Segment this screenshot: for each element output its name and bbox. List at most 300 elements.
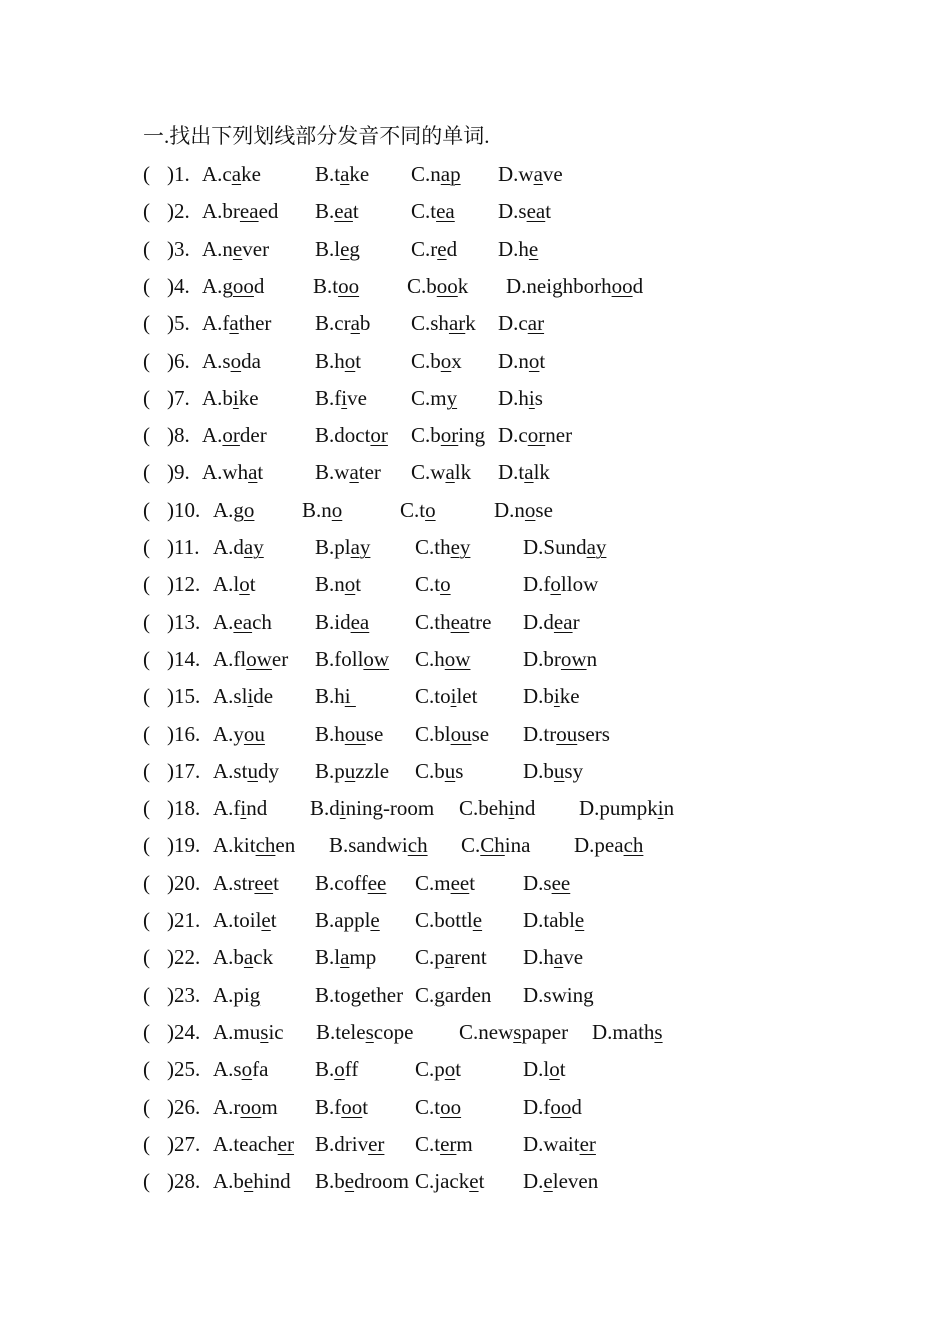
option-text: A.g [213, 497, 244, 522]
option-text: zzle [355, 758, 390, 783]
question-number: )23. [167, 982, 201, 1007]
underlined-letters: i [339, 796, 346, 821]
option-text: t [352, 199, 359, 224]
answer-option-b [315, 347, 361, 375]
underlined-letters: ch [255, 833, 276, 858]
underlined-letters: e [528, 236, 539, 261]
option-text: llow [560, 572, 599, 597]
option-text: rent [454, 945, 487, 970]
underlined-letters: oo [611, 273, 633, 298]
underlined-letters: a [444, 945, 455, 970]
answer-option-b [315, 757, 389, 785]
option-text: D.l [523, 1057, 550, 1082]
option-text: fa [252, 1057, 269, 1082]
option-text: C.th [415, 535, 451, 559]
option-text: C. [415, 982, 435, 1007]
underlined-letters: oo [338, 273, 360, 298]
underlined-letters: i [508, 796, 515, 821]
underlined-letters: u [344, 758, 356, 783]
answer-bracket-open: ( [143, 833, 150, 858]
answer-option-b [315, 720, 383, 748]
option-text: lk [533, 460, 550, 485]
option-text: tre [469, 609, 492, 634]
option-text: dy [257, 758, 279, 783]
option-text: C.beh [459, 796, 509, 821]
option-text: D.pumpk [579, 796, 658, 821]
option-text: C.b [415, 758, 445, 783]
option-text: t [270, 908, 277, 932]
underlined-letters: i [341, 385, 348, 410]
option-text: C.th [415, 609, 451, 634]
option-text: droom [354, 1169, 409, 1194]
underlined-letters: ay [350, 535, 371, 559]
answer-bracket-open: ( [143, 460, 150, 485]
underlined-letters: i [232, 385, 239, 410]
answer-option-a [213, 1018, 284, 1046]
option-text: ke [559, 684, 580, 709]
option-text: A.b [213, 1169, 244, 1194]
question-number: )2. [167, 199, 190, 224]
answer-option-b [315, 235, 360, 263]
answer-option-d [574, 831, 643, 859]
option-text: x [451, 348, 462, 373]
answer-bracket-open: ( [143, 1057, 150, 1082]
option-text: C.n [411, 162, 441, 186]
underlined-letters: e [574, 908, 585, 932]
answer-option-b [315, 533, 370, 561]
underlined-letters: y [446, 385, 458, 410]
option-text: k [457, 273, 469, 298]
underlined-letters: ea [450, 609, 470, 634]
question-number: )16. [167, 721, 201, 746]
question-number: )17. [167, 758, 201, 783]
answer-option-a [213, 682, 273, 710]
underlined-letters: ea [350, 609, 370, 634]
question-number: )19. [167, 833, 201, 858]
option-text: A. [202, 423, 223, 448]
option-text: B.sandwi [329, 833, 408, 858]
answer-option-d [523, 906, 584, 934]
option-text: ve [563, 945, 584, 970]
option-text: se [471, 721, 490, 746]
answer-option-a [213, 757, 279, 785]
answer-option-a [202, 458, 263, 486]
underlined-letters: ee [450, 870, 470, 895]
answer-option-c [415, 981, 491, 1009]
option-text: D.f [523, 1094, 551, 1119]
underlined-letters: er [368, 1131, 385, 1156]
option-text: D.n [498, 348, 529, 373]
answer-option-d [523, 981, 594, 1009]
underlined-letters: ay [243, 535, 264, 559]
answer-option-c [415, 943, 487, 971]
answer-option-a [213, 1130, 294, 1158]
option-text: t [355, 348, 362, 373]
answer-option-d [523, 943, 583, 971]
underlined-letters: a [349, 460, 359, 485]
underlined-letters: o [528, 348, 540, 373]
option-text: D.wait [523, 1131, 580, 1156]
underlined-letters: ou [344, 721, 366, 746]
option-text: B. [315, 199, 335, 224]
option-text: C.p [415, 1057, 445, 1082]
underlined-letters: ow [444, 646, 471, 671]
option-text: nd [514, 796, 536, 821]
option-text: B.h [315, 684, 345, 709]
option-text: D.math [592, 1019, 655, 1044]
option-text: ff [344, 1057, 359, 1082]
underlined-letters: ea [526, 199, 546, 224]
option-text: A.r [213, 1094, 241, 1119]
answer-option-d [523, 869, 570, 897]
answer-option-c [415, 608, 491, 636]
answer-bracket-open: ( [143, 1131, 150, 1156]
underlined-letters: s [365, 1019, 374, 1044]
underlined-letters: e [232, 236, 243, 261]
answer-option-a [213, 1055, 268, 1083]
option-text: C.p [415, 945, 445, 970]
answer-option-d [592, 1018, 663, 1046]
underlined-letters: or [222, 423, 240, 448]
underlined-letters: ap [440, 162, 461, 186]
underlined-letters: ar [527, 311, 545, 336]
option-text: B.h [315, 721, 345, 746]
option-text: D.d [523, 609, 554, 634]
answer-option-c [411, 458, 471, 486]
answer-bracket-open: ( [143, 796, 150, 821]
option-text: sy [564, 758, 584, 783]
option-text: t [257, 460, 264, 485]
option-text: B.foll [315, 646, 364, 671]
underlined-letters: i [247, 684, 254, 709]
answer-option-a [213, 533, 264, 561]
answer-bracket-open: ( [143, 236, 150, 261]
answer-option-b [315, 1130, 384, 1158]
underlined-letters: u [444, 758, 456, 783]
answer-option-c [415, 869, 475, 897]
question-number: )1. [167, 162, 190, 186]
underlined-letters: oo [550, 1094, 572, 1119]
option-text: B.d [310, 796, 340, 821]
option-text: A.mu [213, 1019, 261, 1044]
option-text: t [478, 1169, 485, 1194]
option-text: ter [358, 460, 381, 485]
underlined-letters: s [260, 1019, 269, 1044]
answer-option-b [315, 160, 369, 188]
option-text: ing [458, 423, 486, 448]
option-text: B.f [315, 385, 342, 410]
underlined-letters: e [261, 908, 271, 932]
option-text: sers [577, 721, 610, 746]
underlined-letters: o [440, 572, 451, 597]
option-text: der [239, 423, 267, 448]
option-text: C.to [415, 684, 451, 709]
question-number: )8. [167, 423, 190, 448]
underlined-letters: er [579, 1131, 596, 1156]
answer-option-d [523, 570, 598, 598]
underlined-letters: o [230, 348, 242, 373]
option-text: ke [241, 162, 261, 186]
question-number: )28. [167, 1169, 201, 1194]
answer-option-a [213, 981, 260, 1009]
answer-option-c [415, 533, 470, 561]
option-text: ning-room [345, 796, 435, 821]
option-text: D.c [498, 423, 528, 448]
option-text: b [359, 311, 371, 336]
answer-option-c [411, 421, 485, 449]
underlined-letters: e [472, 908, 483, 932]
option-text: B.to [315, 982, 351, 1007]
underlined-letters: a [243, 945, 254, 970]
option-text: r [572, 609, 580, 634]
option-text: C.bottl [415, 908, 473, 932]
option-text: ke [238, 385, 259, 410]
option-text: D.Sund [523, 535, 587, 559]
answer-option-b [315, 384, 367, 412]
option-text: D.tr [523, 721, 557, 746]
option-text: paper [521, 1019, 569, 1044]
answer-option-c [461, 831, 530, 859]
answer-option-d [506, 272, 643, 300]
answer-option-a [202, 384, 259, 412]
answer-bracket-open: ( [143, 609, 150, 634]
option-text: B.l [315, 945, 341, 970]
answer-option-b [315, 309, 370, 337]
option-text: leven [552, 1169, 599, 1194]
underlined-letters: i [240, 796, 247, 821]
option-text: A.s [202, 348, 231, 373]
option-text: ic [268, 1019, 284, 1044]
option-text: B. [315, 1057, 335, 1082]
option-text: D.h [523, 945, 554, 970]
option-text: t [273, 870, 279, 895]
underlined-letters: e [469, 1169, 479, 1194]
option-text: C.sh [411, 311, 449, 336]
question-number: )14. [167, 646, 201, 671]
option-text: B.f [315, 1094, 342, 1119]
underlined-letters: ea [436, 199, 455, 224]
underlined-letters: u [553, 758, 565, 783]
answer-bracket-open: ( [143, 945, 150, 970]
underlined-letters: a [445, 460, 455, 485]
option-text: B.tele [316, 1019, 366, 1044]
underlined-letters: or [440, 423, 459, 448]
option-text: A.c [202, 162, 232, 186]
answer-bracket-open: ( [143, 535, 150, 559]
answer-option-c [415, 1093, 461, 1121]
underlined-letters: oo [232, 273, 254, 298]
option-text: er [271, 646, 289, 671]
option-text: A.sl [213, 684, 248, 709]
option-text: g [349, 236, 360, 261]
answer-option-a [202, 272, 264, 300]
option-text: D.neighborh [506, 273, 612, 298]
option-text: A.b [213, 945, 244, 970]
option-text: C.m [415, 870, 451, 895]
answer-option-c [415, 720, 489, 748]
underlined-letters: i [344, 684, 356, 709]
answer-bracket-open: ( [143, 870, 150, 895]
option-text: t [545, 199, 552, 224]
option-text: ed [258, 199, 279, 224]
underlined-letters: oo [341, 1094, 363, 1119]
answer-option-b [310, 794, 434, 822]
answer-option-a [213, 1167, 291, 1195]
answer-bracket-open: ( [143, 982, 150, 1007]
option-text: m [261, 1094, 278, 1119]
option-text: t [469, 870, 476, 895]
answer-option-d [523, 533, 606, 561]
option-text: B.l [315, 236, 341, 261]
option-text: s [534, 385, 543, 410]
question-number: )12. [167, 572, 201, 597]
question-number: )25. [167, 1057, 201, 1082]
option-text: D.h [498, 236, 529, 261]
question-number: )15. [167, 684, 201, 709]
answer-option-b [315, 943, 376, 971]
option-text: D.w [498, 162, 534, 186]
option-text: cope [373, 1019, 414, 1044]
underlined-letters: g [434, 982, 445, 1007]
option-text: B.coff [315, 870, 368, 895]
option-text: A.n [202, 236, 233, 261]
option-text: D.b [523, 684, 554, 709]
answer-option-b [313, 272, 359, 300]
answer-option-c [411, 160, 461, 188]
option-text: B.h [315, 348, 345, 373]
option-text: en [275, 833, 296, 858]
underlined-letters: ee [254, 870, 274, 895]
answer-option-b [315, 645, 389, 673]
underlined-letters: i [528, 385, 535, 410]
option-text: D.pea [574, 833, 624, 858]
option-text: B.cr [315, 311, 351, 336]
question-number: )11. [167, 535, 200, 559]
answer-option-a [213, 496, 254, 524]
option-text: A.kit [213, 833, 256, 858]
option-text: ina [504, 833, 531, 858]
option-text: A.pi [213, 982, 250, 1007]
option-text: D.swin [523, 982, 584, 1007]
answer-option-c [415, 757, 463, 785]
underlined-letters: ou [450, 721, 472, 746]
underlined-letters: s [513, 1019, 522, 1044]
option-text: C.b [407, 273, 437, 298]
question-number: )24. [167, 1019, 201, 1044]
option-text: A.y [213, 721, 244, 746]
underlined-letters: ch [407, 833, 428, 858]
option-text: s [455, 758, 464, 783]
option-text: D.s [498, 199, 527, 224]
answer-option-a [202, 197, 278, 225]
answer-option-b [316, 1018, 413, 1046]
option-text: nd [246, 796, 268, 821]
option-text: B.n [315, 572, 345, 597]
underlined-letters: ee [551, 870, 571, 895]
underlined-letters: ow [560, 646, 587, 671]
option-text: C.bl [415, 721, 451, 746]
answer-option-d [498, 458, 550, 486]
answer-option-c [411, 235, 457, 263]
answer-option-b [315, 1167, 409, 1195]
answer-option-d [494, 496, 553, 524]
answer-option-b [315, 570, 361, 598]
option-text: ve [347, 385, 367, 410]
answer-bracket-open: ( [143, 273, 150, 298]
answer-bracket-open: ( [143, 646, 150, 671]
underlined-letters: o [334, 1057, 345, 1082]
answer-option-a [213, 794, 267, 822]
option-text: A.d [213, 535, 244, 559]
question-number: )6. [167, 348, 190, 373]
underlined-letters: a [553, 945, 564, 970]
answer-option-a [202, 160, 261, 188]
option-text: B.p [315, 758, 345, 783]
option-text: A.br [202, 199, 240, 224]
option-text: arden [444, 982, 492, 1007]
option-text: A.f [202, 311, 230, 336]
answer-option-c [415, 682, 477, 710]
option-text: t [355, 572, 362, 597]
answer-option-c [415, 570, 451, 598]
answer-option-d [523, 1130, 596, 1158]
answer-option-d [498, 347, 545, 375]
option-text: k [465, 311, 476, 336]
answer-option-c [415, 906, 482, 934]
underlined-letters: or [527, 423, 546, 448]
answer-option-b [315, 1055, 358, 1083]
answer-option-a [213, 608, 272, 636]
underlined-letters: u [247, 758, 258, 783]
underlined-letters: ea [233, 609, 253, 634]
option-text: d [571, 1094, 582, 1119]
underlined-letters: o [344, 572, 356, 597]
option-text: A.fl [213, 646, 247, 671]
answer-option-d [523, 682, 580, 710]
option-text: D.br [523, 646, 561, 671]
option-text: C.t [415, 1131, 441, 1156]
option-text: ver [242, 236, 270, 261]
option-text: D.n [494, 497, 525, 522]
option-text: D.c [498, 311, 528, 336]
underlined-letters: ow [246, 646, 272, 671]
option-text: A. [213, 609, 234, 634]
option-text: A.toil [213, 908, 262, 932]
option-text: D.s [523, 870, 552, 895]
option-text: mp [349, 945, 377, 970]
answer-option-a [213, 720, 265, 748]
option-text: B.doct [315, 423, 371, 448]
underlined-letters: oo [240, 1094, 262, 1119]
underlined-letters: e [243, 1169, 254, 1194]
underlined-letters: e [340, 236, 350, 261]
option-text: D. [523, 1169, 544, 1194]
option-text: B.id [315, 609, 351, 634]
answer-option-c [407, 272, 468, 300]
answer-option-c [411, 384, 457, 412]
underlined-letters: o [440, 348, 452, 373]
underlined-letters: o [425, 497, 436, 522]
answer-option-d [523, 757, 583, 785]
question-number: )26. [167, 1094, 201, 1119]
option-text: ner [545, 423, 573, 448]
underlined-letters: er [277, 1131, 295, 1156]
underlined-letters: ou [243, 721, 265, 746]
answer-option-c [459, 1018, 568, 1046]
option-text: D.b [523, 758, 554, 783]
underlined-letters: o [239, 572, 250, 597]
option-text: A.f [213, 796, 241, 821]
